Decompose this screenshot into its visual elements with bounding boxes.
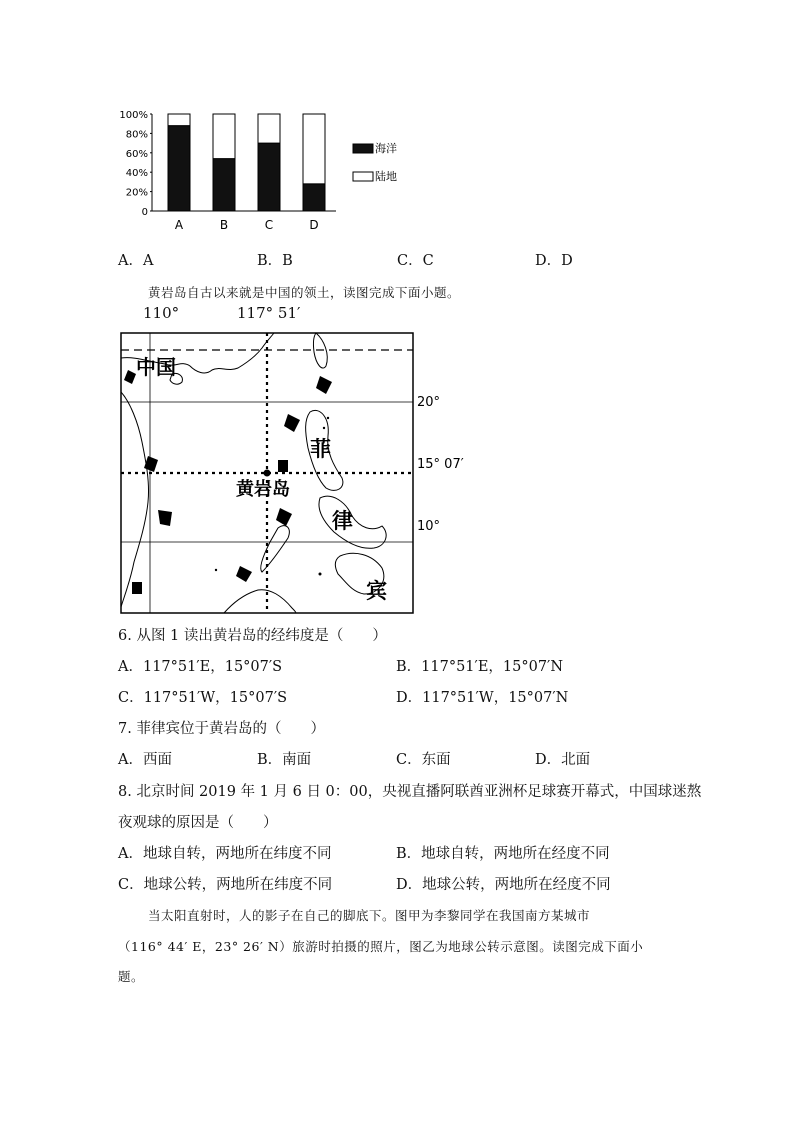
q6-stem: 6. 从图 1 读出黄岩岛的经纬度是（ ） [118,628,387,644]
bars [168,114,325,211]
bar-ocean-A [168,126,190,211]
q7-option-b: B．南面 [257,752,312,768]
lat-label-20: 20° [417,395,441,410]
island-dot [327,417,329,419]
x-category-label: C [264,218,274,232]
prev-option-d: D．D [535,253,573,269]
legend-label-land: 陆地 [375,170,397,183]
island-dot [319,573,322,576]
prev-option-b: B．B [257,253,293,269]
q6-option-d: D．117°51′W，15°07′N [396,690,569,706]
bar-ocean-D [303,184,325,211]
y-tick-label: 80% [125,129,148,141]
x-category-label: B [219,218,229,232]
map-figure [120,332,464,616]
y-tick-label: 40% [125,168,148,180]
lat-label-15: 15° 07′ [417,457,464,472]
q6-option-b: B．117°51′E，15°07′N [396,659,564,675]
q7-stem: 7. 菲律宾位于黄岩岛的（ ） [118,721,325,737]
marker-square [132,582,142,594]
intro2-line2: （116° 44′ E，23° 26′ N）旅游时拍摄的照片，图乙为地球公转示意图。读图完成下面小 [118,939,644,954]
intro-huangyan: 黄岩岛自古以来就是中国的领土，读图完成下面小题。 [148,285,461,300]
q8-option-c: C．地球公转，两地所在纬度不同 [118,877,333,893]
stacked-bar-chart [110,100,430,235]
bar-ocean-B [213,159,235,211]
label-china: 中国 [136,355,176,379]
legend-label-ocean: 海洋 [375,142,397,155]
map-lon-110: 110° [143,304,180,322]
prev-option-a: A．A [118,253,154,269]
y-tick-label: 20% [125,187,148,199]
bar-land-A [168,114,190,126]
label-ph-3: 宾 [366,579,387,603]
bar-land-D [303,114,325,184]
marker-square [278,460,288,472]
q7-option-d: D．北面 [535,752,591,768]
q6-option-a: A．117°51′E，15°07′S [118,659,283,675]
q6-option-c: C．117°51′W，15°07′S [118,690,288,706]
legend-swatch-ocean [353,144,373,153]
q8-option-d: D．地球公转，两地所在经度不同 [396,877,611,893]
huangyan-island-point [264,470,271,477]
bar-land-B [213,114,235,159]
prev-option-c: C．C [397,253,434,269]
y-tick-label: 60% [125,148,148,160]
legend-swatch-land [353,172,373,181]
y-axis-ticks [119,110,152,218]
lat-label-10: 10° [417,519,441,534]
label-ph-2: 律 [332,509,353,533]
intro2-line3: 题。 [118,969,145,984]
bar-land-C [258,114,280,143]
q8-stem-line1: 8. 北京时间 2019 年 1 月 6 日 0：00，央视直播阿联酋亚洲杯足球赛开幕式，中国球迷熬 [118,784,702,800]
island-dot [323,427,325,429]
island-dot [215,569,217,571]
q7-option-c: C．东面 [396,752,451,768]
q8-option-b: B．地球自转，两地所在经度不同 [396,846,610,862]
q8-option-a: A．地球自转，两地所在纬度不同 [118,846,332,862]
intro2-line1: 当太阳直射时，人的影子在自己的脚底下。图甲为李黎同学在我国南方某城市 [148,908,591,923]
y-tick-label: 100% [119,110,148,121]
y-tick-label: 0 [141,207,148,218]
q7-option-a: A．西面 [118,752,172,768]
bar-ocean-C [258,143,280,211]
label-ph-1: 菲 [310,437,331,461]
marker-square [158,510,172,526]
legend [353,141,397,183]
x-axis-categories [175,218,319,232]
map-lon-117: 117° 51′ [237,304,301,322]
label-huangyan: 黄岩岛 [236,479,290,500]
x-category-label: D [309,218,319,232]
x-category-label: A [174,218,184,232]
q8-stem-line2: 夜观球的原因是（ ） [118,815,278,831]
